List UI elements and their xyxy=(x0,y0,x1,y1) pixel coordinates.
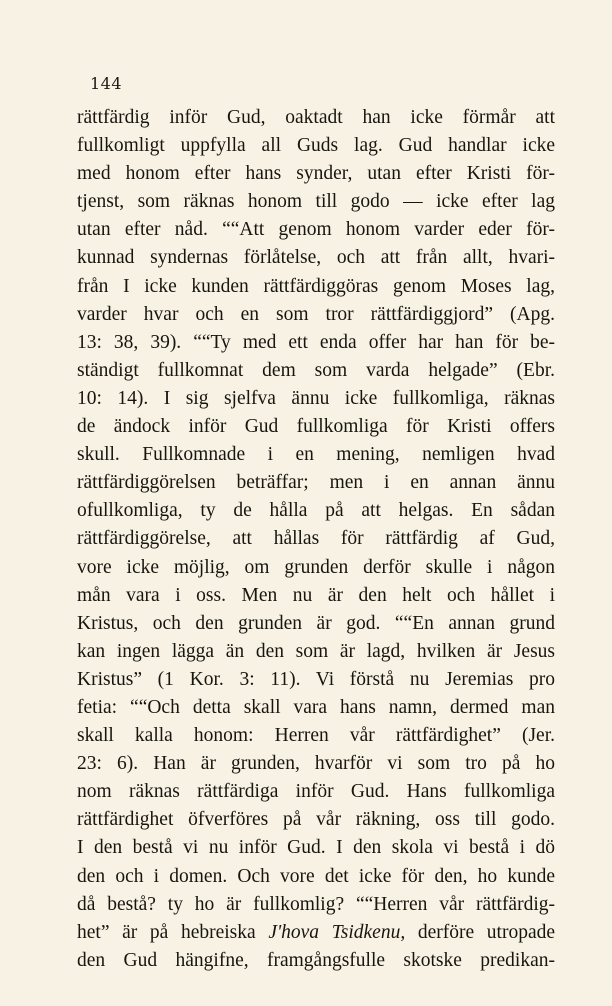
page-number: 144 xyxy=(90,74,123,93)
text-segment: het” är på hebreiska xyxy=(77,921,269,943)
text-line: I den bestå vi nu inför Gud. I den skola vi bestå i dö xyxy=(77,837,555,859)
text-line: varder hvar och en som tror rättfärdiggjord” (Apg. xyxy=(77,303,555,325)
text-line: den och i domen. Och vore det icke för den, ho kunde xyxy=(77,865,555,887)
text-line: tjenst, som räknas honom till godo — icke efter lag xyxy=(77,191,555,213)
text-segment: derföre utropade xyxy=(405,921,556,943)
text-line: 10: 14). I sig sjelfva ännu icke fullkomliga, räknas xyxy=(77,387,555,409)
text-line: Kristus, och den grunden är god. ““En annan grund xyxy=(77,612,555,634)
text-line: skull. Fullkomnade i en mening, nemligen hvad xyxy=(77,444,555,466)
body-text xyxy=(77,104,555,975)
text-line: ofullkomliga, ty de hålla på att helgas. En sådan xyxy=(77,500,555,522)
text-line: Kristus” (1 Kor. 3: 11). Vi förstå nu Jeremias pro xyxy=(77,668,555,690)
text-line: rättfärdig inför Gud, oaktadt han icke förmår att xyxy=(77,107,555,128)
text-line: då bestå? ty ho är fullkomlig? ““Herren vår rättfärdig- xyxy=(77,893,555,915)
text-line: mån vara i oss. Men nu är den helt och hållet i xyxy=(77,584,555,606)
text-line: med honom efter hans synder, utan efter Kristi för- xyxy=(77,163,555,185)
text-line: fetia: ““Och detta skall vara hans namn, dermed man xyxy=(77,696,555,718)
text-line: 13: 38, 39). ““Ty med ett enda offer har han för be- xyxy=(77,331,555,353)
text-line: 23: 6). Han är grunden, hvarför vi som tro på ho xyxy=(77,753,555,775)
text-line: från I icke kunden rättfärdiggöras genom Moses lag, xyxy=(77,275,555,297)
text-line-with-italic xyxy=(77,919,555,947)
text-line: rättfärdiggörelsen beträffar; men i en annan ännu xyxy=(77,472,555,494)
text-line: skall kalla honom: Herren vår rättfärdighet” (Jer. xyxy=(77,725,555,747)
text-line: nom räknas rättfärdiga inför Gud. Hans fullkomliga xyxy=(77,781,555,803)
text-line: utan efter nåd. ““Att genom honom varder eder för- xyxy=(77,219,555,241)
text-line: vore icke möjlig, om grunden derför skulle i någon xyxy=(77,556,555,578)
hebrew-name-italic: J'hova Tsidkenu, xyxy=(268,921,406,943)
text-line: den Gud hängifne, framgångsfulle skotske predikan- xyxy=(77,949,555,971)
text-line: de ändock inför Gud fullkomliga för Kristi offers xyxy=(77,416,555,438)
text-line: rättfärdighet öfverföres på vår räkning, oss till godo. xyxy=(77,809,555,831)
text-line: kunnad syndernas förlåtelse, och att från allt, hvari- xyxy=(77,247,555,269)
text-line: ständigt fullkomnat dem som varda helgade” (Ebr. xyxy=(77,359,555,381)
text-line: rättfärdiggörelse, att hållas för rättfärdig af Gud, xyxy=(77,528,555,550)
text-line: kan ingen lägga än den som är lagd, hvilken är Jesus xyxy=(77,640,555,662)
text-line: fullkomligt uppfylla all Guds lag. Gud handlar icke xyxy=(77,135,555,157)
